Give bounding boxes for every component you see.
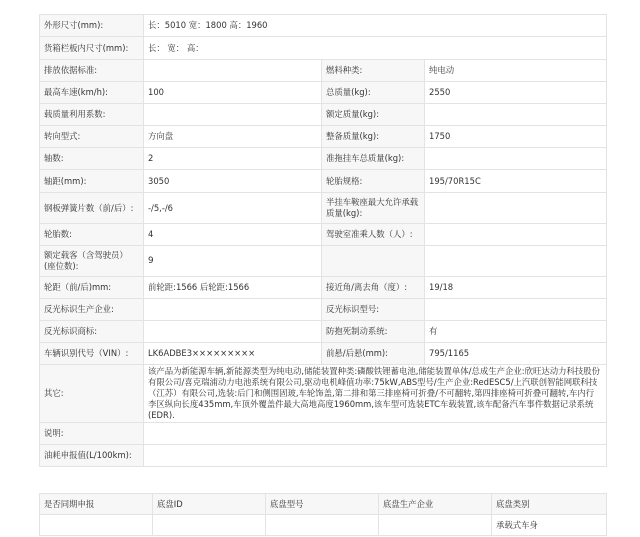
value-track-width: 前轮距:1566 后轮距:1566 [144,277,322,299]
header-concurrent-filing: 是否同期申报 [40,494,153,515]
row-emission-fuel [40,60,607,82]
value-cargo-box: 长： 宽： 高： [144,37,607,60]
label-steering-type: 转向型式: [40,126,144,148]
label-abs: 防抱死制动系统: [322,321,425,343]
cell-chassis-model [266,515,379,536]
label-curb-mass: 整备质量(kg): [322,126,425,148]
label-saddle-load: 半挂车鞍座最大允许承载质量(kg): [322,193,425,224]
value-curb-mass: 1750 [425,126,607,148]
label-reflective-brand: 反光标识商标: [40,321,144,343]
value-notes [144,423,607,445]
label-reflective-maker: 反光标识生产企业: [40,299,144,321]
chassis-data-row [40,515,607,536]
row-tire-count-cab [40,224,607,246]
value-load-coefficient [144,104,322,126]
value-reflective-model [425,299,607,321]
value-saddle-load [425,193,607,224]
label-max-speed: 最高车速(km/h): [40,82,144,104]
label-wheelbase: 轴距(mm): [40,170,144,193]
chassis-header-row [40,494,607,515]
chassis-table [39,493,607,536]
cell-concurrent-filing [40,515,153,536]
label-tire-count: 轮胎数: [40,224,144,246]
label-rated-mass: 额定质量(kg): [322,104,425,126]
value-other: 该产品为新能源车辆,新能源类型为纯电动,储能装置种类:磷酸铁锂蓄电池,储能装置单体/总成生产企业:欣旺达动力科技股份有限公司/喜克瑞浦动力电池系统有限公司,驱动电机峰值功率:75kW,ABS型号/生产企业:RedESC5/上汽联创智能网联科技（江苏）有限公司,选装:后门和侧围固玻,车轮饰盖,第二排和第三排座椅可折叠/不可翻转,第四排座椅可折叠可翻转,车内行李区纵向长度435mm,车顶外覆盖件最大高地高度1960mm,该车型可选装ETC车载装置,该车配备汽车事件数据记录系统(EDR). [144,365,607,423]
row-cargo-box [40,37,607,60]
label-fuel-consumption: 油耗申报值(L/100km): [40,445,144,467]
label-leaf-springs: 钢板弹簧片数（前/后）: [40,193,144,224]
row-reflective-abs [40,321,607,343]
label-cargo-box: 货箱栏板内尺寸(mm): [40,37,144,60]
label-trailer-mass: 准拖挂车总质量(kg): [322,148,425,170]
value-reflective-brand [144,321,322,343]
value-rated-passengers: 9 [144,246,322,277]
header-chassis-model: 底盘型号 [266,494,379,515]
row-steering-curb [40,126,607,148]
header-chassis-id: 底盘ID [153,494,266,515]
value-fuel-consumption [144,445,607,467]
value-max-speed: 100 [144,82,322,104]
label-other: 其它: [40,365,144,423]
row-notes [40,423,607,445]
row-dimensions [40,15,607,37]
value-leaf-springs: -/5,-/6 [144,193,322,224]
label-track-width: 轮距（前/后)mm: [40,277,144,299]
label-tire-spec: 轮胎规格: [322,170,425,193]
label-overhang: 前悬/后悬(mm): [322,343,425,365]
row-speed-mass [40,82,607,104]
cell-chassis-category: 承载式车身 [492,515,607,536]
label-fuel-type: 燃料种类: [322,60,425,82]
label-dimensions: 外形尺寸(mm): [40,15,144,37]
label-load-coefficient: 载质量利用系数: [40,104,144,126]
label-approach-departure: 接近角/离去角（度）: [322,277,425,299]
value-emission-standard [144,60,322,82]
value-fuel-type: 纯电动 [425,60,607,82]
value-reflective-maker [144,299,322,321]
row-reflective-maker [40,299,607,321]
value-total-mass: 2550 [425,82,607,104]
label-vin: 车辆识别代号（VIN）: [40,343,144,365]
value-empty [425,246,607,277]
header-chassis-maker: 底盘生产企业 [379,494,492,515]
value-trailer-mass [425,148,607,170]
value-abs: 有 [425,321,607,343]
header-chassis-category: 底盘类别 [492,494,607,515]
row-axles-trailer [40,148,607,170]
value-steering-type: 方向盘 [144,126,322,148]
row-seating [40,246,607,277]
value-wheelbase: 3050 [144,170,322,193]
value-vin: LK6ADBE3××××××××× [144,343,322,365]
row-other [40,365,607,423]
label-notes: 说明: [40,423,144,445]
value-tire-spec: 195/70R15C [425,170,607,193]
value-approach-departure: 19/18 [425,277,607,299]
row-load-coefficient [40,104,607,126]
cell-chassis-id [153,515,266,536]
value-rated-mass [425,104,607,126]
row-springs-saddle [40,193,607,224]
label-total-mass: 总质量(kg): [322,82,425,104]
spec-table [39,14,607,467]
value-cab-capacity [425,224,607,246]
value-dimensions: 长：5010 宽：1800 高：1960 [144,15,607,37]
label-axle-count: 轴数: [40,148,144,170]
cell-chassis-maker [379,515,492,536]
row-vin-overhang [40,343,607,365]
value-overhang: 795/1165 [425,343,607,365]
label-empty [322,246,425,277]
row-track-angles [40,277,607,299]
row-fuel-consumption [40,445,607,467]
label-cab-capacity: 驾驶室准乘人数（人）: [322,224,425,246]
label-rated-passengers: 额定载客（含驾驶员）(座位数): [40,246,144,277]
label-reflective-model: 反光标识型号: [322,299,425,321]
label-emission-standard: 排放依据标准: [40,60,144,82]
value-tire-count: 4 [144,224,322,246]
row-wheelbase-tires [40,170,607,193]
value-axle-count: 2 [144,148,322,170]
